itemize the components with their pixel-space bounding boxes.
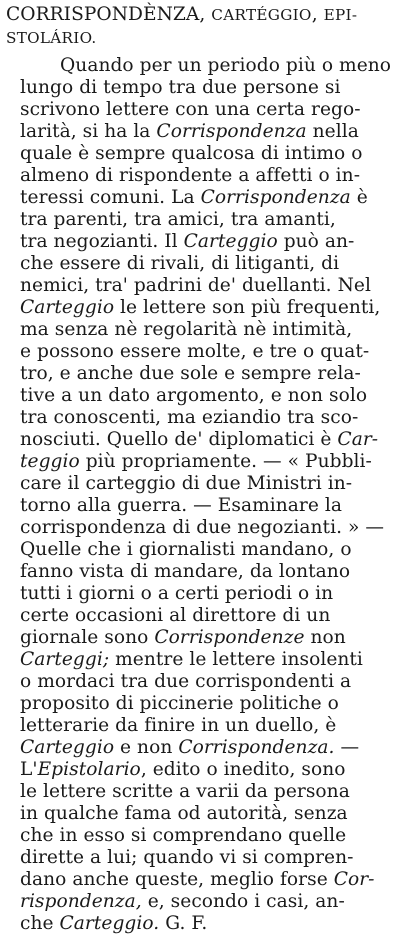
body-line: almeno di rispondente a affetti o in-	[20, 165, 361, 186]
body-line: L'Epistolario, edito o inedito, sono	[20, 759, 346, 780]
body-line: quale è sempre qualcosa di intimo o	[20, 143, 363, 164]
body-line: fanno vista di mandare, da lontano	[20, 561, 351, 582]
headword-epistolario-part1: EPI-	[323, 6, 358, 24]
body-line: tra negozianti. Il Carteggio può an-	[20, 231, 355, 252]
body-line: Carteggio e non Corrispondenza. —	[20, 737, 360, 758]
body-line: dirette a lui; quando vi si compren-	[20, 847, 354, 868]
body-line: teressi comuni. La Corrispondenza è	[20, 187, 368, 208]
body-line: letterarie da finire in un duello, è	[20, 715, 337, 736]
body-line: Quando per un periodo più o meno	[60, 55, 392, 76]
body-line: care il carteggio di due Ministri in-	[20, 473, 353, 494]
body-line: tive a un dato argomento, e non solo	[20, 385, 368, 406]
body-line: e possono essere molte, e tre o quat-	[20, 341, 370, 362]
body-line: tra parenti, tra amici, tra amanti,	[20, 209, 336, 230]
headword-corrispondenza: CORRISPONDÈNZA	[6, 4, 200, 25]
body-line: scrivono lettere con una certa rego-	[20, 99, 361, 120]
heading-separator: ,	[311, 4, 324, 25]
body-line: lungo di tempo tra due persone si	[20, 77, 341, 98]
heading-separator: ,	[199, 4, 212, 25]
body-line: Quelle che i giornalisti mandano, o	[20, 539, 352, 560]
body-line: in qualche fama od autorità, senza	[20, 803, 348, 824]
body-line: giornale sono Corrispondenze non	[20, 627, 346, 648]
body-line: le lettere scritte a varii da persona	[20, 781, 350, 802]
body-line: torno alla guerra. — Esaminare la	[20, 495, 343, 516]
body-line: nosciuti. Quello de' diplomatici è Car-	[20, 429, 379, 450]
entry-heading	[6, 4, 357, 26]
body-line: nemici, tra' padrini de' duellanti. Nel	[20, 275, 371, 296]
body-line: Carteggio le lettere son più frequenti,	[20, 297, 381, 318]
body-line: certe occasioni al direttore di un	[20, 605, 331, 626]
body-line: corrispondenza di due negozianti. » —	[20, 517, 385, 538]
body-line: proposito di piccinerie politiche o	[20, 693, 339, 714]
body-line: tutti i giorni o a certi periodi o in	[20, 583, 334, 604]
headword-carteggio: CARTÉGGIO	[211, 6, 312, 24]
headword-epistolario-part2: STOLÁRIO.	[6, 29, 97, 47]
body-line: Carteggi; mentre le lettere insolenti	[20, 649, 363, 670]
body-line: larità, si ha la Corrispondenza nella	[20, 121, 359, 142]
body-line: che Carteggio. G. F.	[20, 913, 208, 934]
body-line: che in esso si comprendano quelle	[20, 825, 347, 846]
body-line: ma senza nè regolarità nè intimità,	[20, 319, 353, 340]
body-line: tro, e anche due sole e sempre rela-	[20, 363, 361, 384]
body-line: o mordaci tra due corrispondenti a	[20, 671, 352, 692]
body-line: che essere di rivali, di litiganti, di	[20, 253, 340, 274]
entry-heading-continued	[6, 27, 97, 49]
body-line: dano anche queste, meglio forse Cor-	[20, 869, 375, 890]
body-line: rispondenza, e, secondo i casi, an-	[20, 891, 345, 912]
body-line: tra conoscenti, ma eziandio tra sco-	[20, 407, 359, 428]
body-line: teggio più propriamente. — « Pubbli-	[20, 451, 372, 472]
